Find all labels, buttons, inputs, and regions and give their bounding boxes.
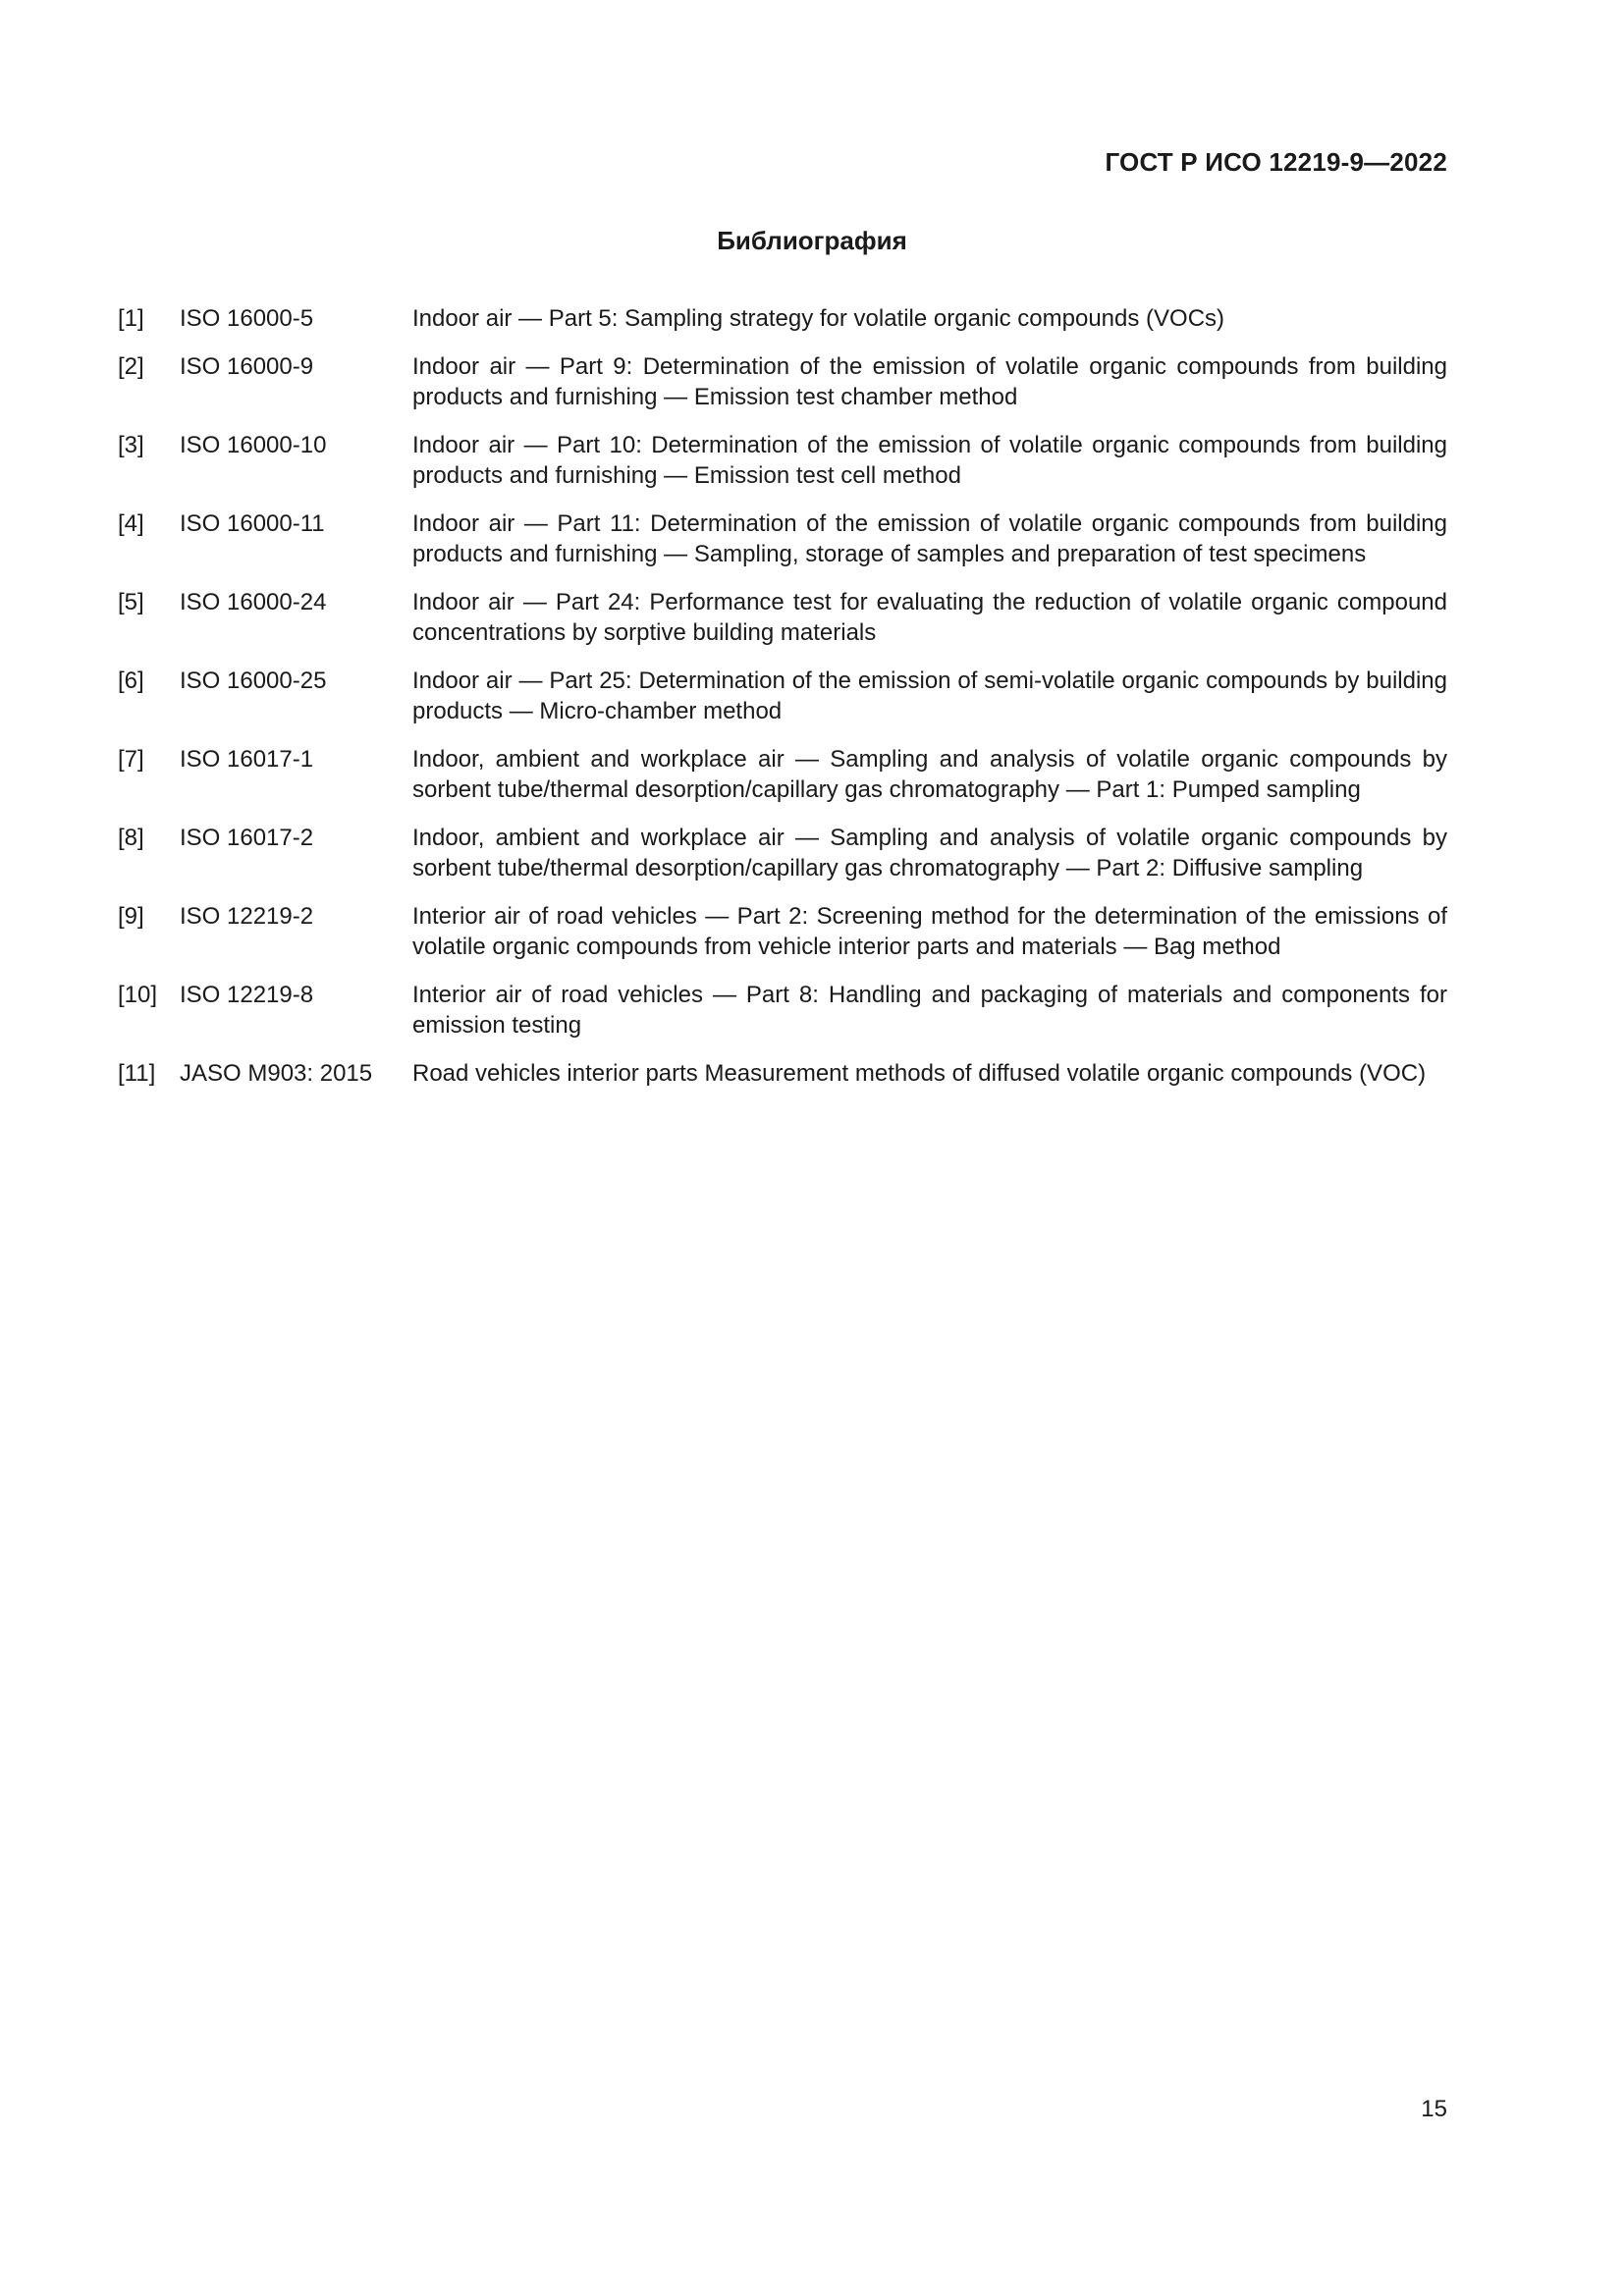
reference-title: Indoor air — Part 25: Determination of the emission of semi-volatile organic compounds by building products — Micro-chamber method: [412, 667, 1447, 724]
reference-entry: [118, 351, 1447, 412]
reference-standard-code: ISO 16017-1: [180, 746, 314, 773]
reference-number: [3]: [118, 432, 144, 458]
reference-entry: [118, 980, 1447, 1041]
reference-title: Interior air of road vehicles — Part 2: Screening method for the determination of the emissions of volatile organic compounds from vehicle interior parts and materials — Bag method: [412, 903, 1447, 960]
bibliography-title: Библиография: [717, 226, 907, 255]
reference-number: [4]: [118, 510, 144, 537]
reference-entry: [118, 901, 1447, 962]
reference-standard-code: ISO 16017-2: [180, 825, 314, 851]
reference-entry: [118, 744, 1447, 805]
reference-number: [10]: [118, 982, 158, 1008]
reference-number: [1]: [118, 305, 144, 332]
reference-title: Indoor air — Part 5: Sampling strategy for volatile organic compounds (VOCs): [412, 305, 1225, 332]
reference-standard-code: ISO 16000-10: [180, 432, 327, 458]
reference-standard-code: ISO 16000-25: [180, 667, 327, 694]
reference-standard-code: ISO 16000-5: [180, 305, 314, 332]
reference-title: Indoor air — Part 9: Determination of the emission of volatile organic compounds from building products and furnishing — Emission test chamber method: [412, 353, 1447, 410]
reference-entry: [118, 587, 1447, 648]
reference-standard-code: ISO 16000-9: [180, 353, 314, 380]
reference-standard-code: ISO 16000-11: [180, 510, 325, 537]
reference-title: Indoor, ambient and workplace air — Sampling and analysis of volatile organic compounds by sorbent tube/thermal desorption/capillary gas chromatography — Part 1: Pumped sampling: [412, 746, 1447, 803]
reference-list: [118, 303, 1447, 1106]
document-code: ГОСТ Р ИСО 12219-9—2022: [1105, 147, 1447, 177]
reference-entry: [118, 508, 1447, 569]
reference-title: Indoor air — Part 11: Determination of the emission of volatile organic compounds from building products and furnishing — Sampling, storage of samples and preparation of test specimens: [412, 510, 1447, 567]
reference-entry: [118, 303, 1447, 334]
reference-number: [11]: [118, 1060, 156, 1087]
reference-standard-code: JASO M903: 2015: [180, 1060, 373, 1087]
reference-title: Interior air of road vehicles — Part 8: Handling and packaging of materials and components for emission testing: [412, 982, 1447, 1039]
reference-standard-code: ISO 12219-2: [180, 903, 314, 930]
reference-number: [9]: [118, 903, 144, 930]
reference-number: [7]: [118, 746, 144, 773]
reference-entry: [118, 430, 1447, 491]
reference-standard-code: ISO 12219-8: [180, 982, 314, 1008]
reference-number: [2]: [118, 353, 144, 380]
reference-entry: [118, 1058, 1447, 1089]
reference-standard-code: ISO 16000-24: [180, 589, 327, 615]
reference-title: Indoor air — Part 10: Determination of the emission of volatile organic compounds from building products and furnishing — Emission test cell method: [412, 432, 1447, 489]
reference-number: [5]: [118, 589, 144, 615]
reference-entry: [118, 666, 1447, 726]
reference-number: [6]: [118, 667, 144, 694]
reference-title: Indoor, ambient and workplace air — Sampling and analysis of volatile organic compounds by sorbent tube/thermal desorption/capillary gas chromatography — Part 2: Diffusive sampling: [412, 825, 1447, 881]
reference-entry: [118, 823, 1447, 883]
reference-title: Road vehicles interior parts Measurement methods of diffused volatile organic compounds (VOC): [412, 1060, 1427, 1087]
reference-title: Indoor air — Part 24: Performance test for evaluating the reduction of volatile organic compound concentrations by sorptive building materials: [412, 589, 1447, 646]
reference-number: [8]: [118, 825, 144, 851]
page-number: 15: [1421, 2096, 1447, 2122]
